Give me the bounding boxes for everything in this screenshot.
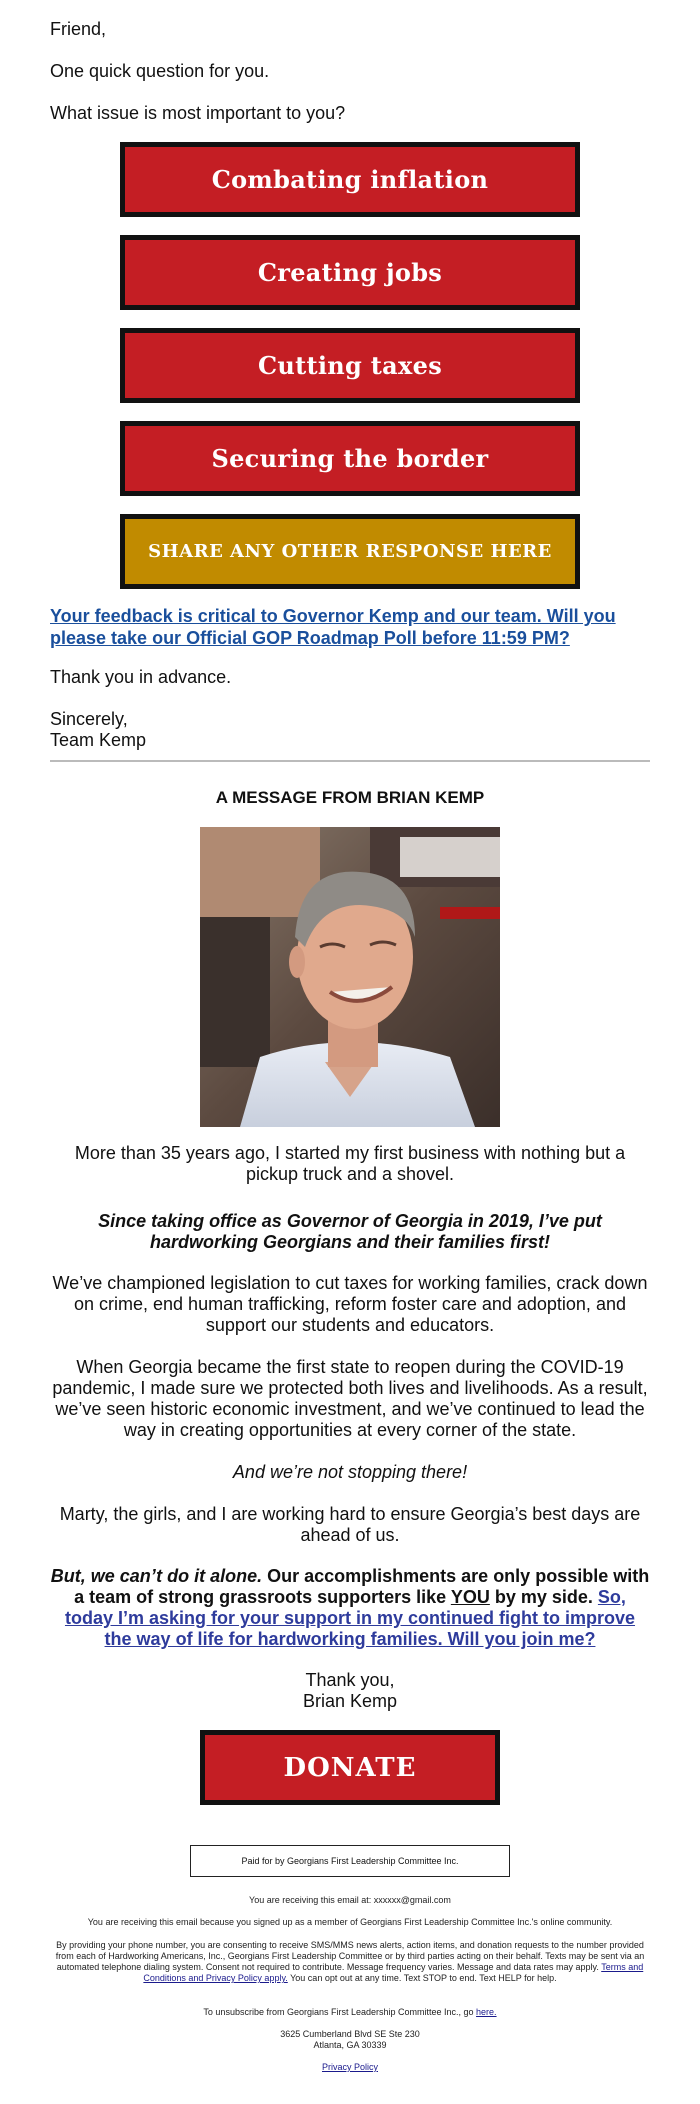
message-paragraph-2: Since taking office as Governor of Georgia in 2019, I’ve put hardworking Georgians and their families first!: [98, 1211, 602, 1252]
other-response-button[interactable]: SHARE ANY OTHER RESPONSE HERE: [120, 514, 580, 589]
message-paragraph-7: [50, 1566, 650, 1650]
unsubscribe-text: [55, 2007, 645, 2018]
question: What issue is most important to you?: [50, 103, 346, 123]
brian-kemp-photo: [200, 827, 500, 1127]
signoff-team: Team Kemp: [50, 730, 147, 750]
message-paragraph-5: And we’re not stopping there!: [232, 1462, 468, 1482]
message-paragraph-3: We’ve championed legislation to cut taxes for working families, crack down on crime, end human trafficking, reform foster care and adoption, and support our students and educators.: [52, 1273, 648, 1335]
join-me-link[interactable]: So, today I’m asking for your support in my continued fight to improve the way of life for hardworking families. Will you join me?: [64, 1587, 636, 1649]
you-text: YOU: [450, 1587, 490, 1607]
answer-button-taxes[interactable]: Cutting taxes: [120, 328, 580, 403]
sms-consent-body: By providing your phone number, you are consenting to receive SMS/MMS news alerts, action items, and donation requests to the number provided from each of Hardworking Americans, Inc., Georgians First Leadership Committee or by third parties acting on their behalf. Texts may be sent via an automated telephone dialing system. Consent not required to contribute. Message frequency varies. Message and data rates may apply.: [55, 1940, 645, 1972]
unsubscribe-link[interactable]: here.: [476, 2007, 497, 2017]
donate-button[interactable]: DONATE: [200, 1730, 500, 1805]
divider: [50, 760, 650, 762]
by-my-side-text: by my side.: [489, 1587, 598, 1607]
greeting: Friend,: [50, 19, 107, 39]
message-paragraph-4: When Georgia became the first state to reopen during the COVID-19 pandemic, I made sure we protected both lives and livelihoods. As a result, we’ve seen historic economic investment, and we’ve continued to lead the way in creating opportunities at every corner of the state.: [52, 1357, 648, 1440]
signoff-line: Sincerely,: [50, 709, 128, 729]
address-line-2: Atlanta, GA 30339: [313, 2040, 387, 2050]
privacy-policy-row: [55, 2062, 645, 2073]
poll-link[interactable]: Your feedback is critical to Governor Kemp and our team. Will you please take our Official GOP Roadmap Poll before 11:59 PM?: [50, 606, 616, 648]
receiving-email-text: You are receiving this email at: xxxxxx@gmail.com: [249, 1895, 451, 1905]
privacy-policy-link[interactable]: Privacy Policy: [321, 2062, 378, 2072]
answer-button-jobs[interactable]: Creating jobs: [120, 235, 580, 310]
sms-consent-text: [55, 1940, 645, 1984]
answer-button-border[interactable]: Securing the border: [120, 421, 580, 496]
closing-thank-you: Thank you,: [305, 1670, 395, 1690]
message-paragraph-6: Marty, the girls, and I are working hard to ensure Georgia’s best days are ahead of us.: [59, 1504, 641, 1545]
closing-name: Brian Kemp: [302, 1691, 398, 1711]
terms-link[interactable]: Terms and Conditions and Privacy Policy apply.: [143, 1962, 644, 1983]
signed-up-text: You are receiving this email because you signed up as a member of Georgians First Leadership Committee Inc.'s online community.: [87, 1917, 613, 1927]
cant-do-alone-text: But, we can’t do it alone.: [50, 1566, 263, 1586]
address-line-1: 3625 Cumberland Blvd SE Ste 230: [280, 2029, 420, 2039]
intro-line: One quick question for you.: [50, 61, 270, 81]
message-heading: A MESSAGE FROM BRIAN KEMP: [215, 788, 485, 807]
unsubscribe-body: To unsubscribe from Georgians First Leadership Committee Inc., go: [203, 2007, 477, 2017]
message-paragraph-1: More than 35 years ago, I started my first business with nothing but a pickup truck and a shovel.: [74, 1143, 626, 1184]
accomplishments-text: Our accomplishments are only possible with a team of strong grassroots supporters like: [74, 1566, 650, 1607]
paid-for-box: Paid for by Georgians First Leadership Committee Inc.: [190, 1845, 510, 1877]
sms-optout-text: You can opt out at any time. Text STOP to end. Text HELP for help.: [287, 1973, 557, 1983]
thanks-text: Thank you in advance.: [50, 667, 232, 687]
answer-button-inflation[interactable]: Combating inflation: [120, 142, 580, 217]
